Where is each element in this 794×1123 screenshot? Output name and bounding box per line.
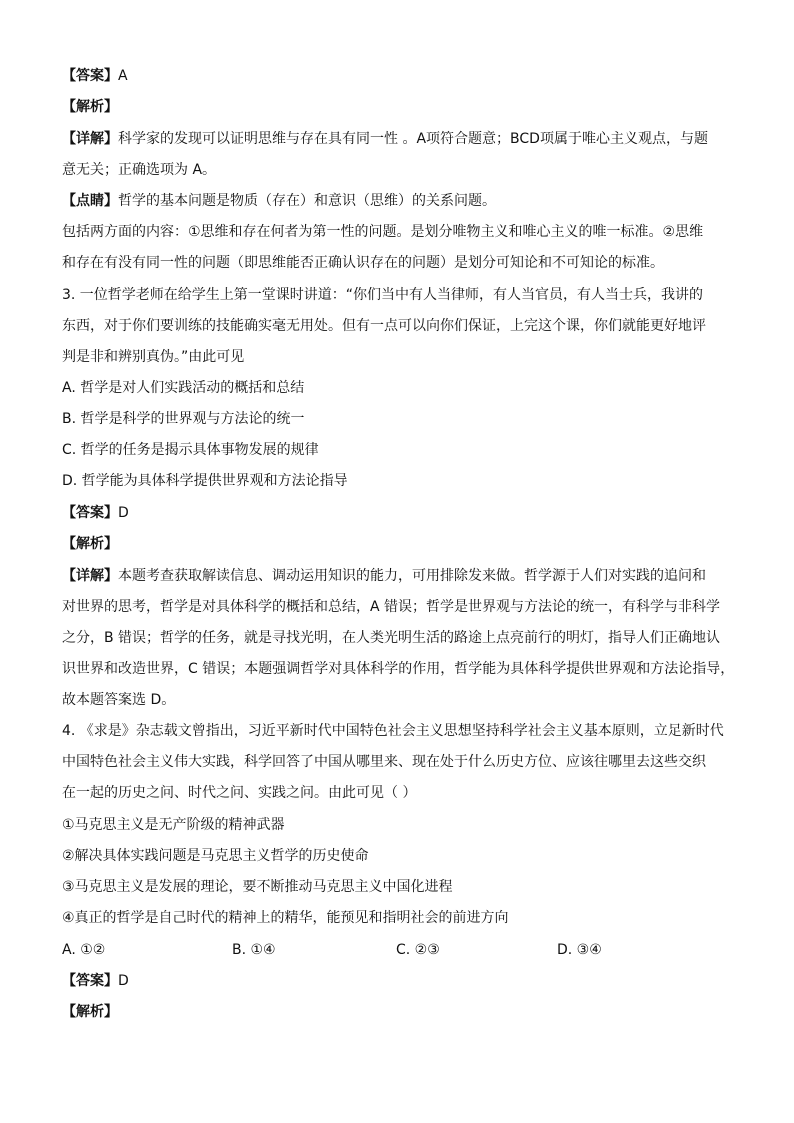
q3-stem-line-2: 东西，对于你们要训练的技能确实毫无用处。但有一点可以向你们保证，上完这个课，你们就能更好地评 <box>62 318 706 334</box>
q3-stem-line-1: 3. 一位哲学老师在给学生上第一堂课时讲道：“你们当中有人当律师，有人当官员，有人当士兵，我讲的 <box>62 287 704 303</box>
q3-stem-line-3: 判是非和辨别真伪。”由此可见 <box>62 349 245 365</box>
q3-analysis-tag: 【解析】 <box>62 536 118 552</box>
q3-detail-line-2: 对世界的思考，哲学是对具体科学的概括和总结，A 错误；哲学是世界观与方法论的统一，有科学与非科学 <box>62 599 721 615</box>
q3-answer-line: 【答案】D <box>62 505 129 521</box>
q4-statement-1: ①马克思主义是无产阶级的精神武器 <box>62 817 285 833</box>
q3-detail-line-5: 故本题答案选 D。 <box>62 692 176 708</box>
q4-option-a: A. ①② <box>62 942 106 958</box>
q4-stem-line-1: 4. 《求是》杂志载文曾指出，习近平新时代中国特色社会主义思想坚持科学社会主义基本原则，立足新时代 <box>62 723 724 739</box>
q2-key-line: 【点睛】哲学的基本问题是物质（存在）和意识（思维）的关系问题。 <box>62 193 496 209</box>
q4-statement-2: ②解决具体实践问题是马克思主义哲学的历史使命 <box>62 848 369 864</box>
q4-statement-3: ③马克思主义是发展的理论，要不断推动马克思主义中国化进程 <box>62 879 453 895</box>
answer-value: D <box>118 505 129 521</box>
q4-stem-line-2: 中国特色社会主义伟大实践，科学回答了中国从哪里来、现在处于什么历史方位、应该往哪里去这些交织 <box>62 754 706 770</box>
q2-extra-line-2: 和存在有没有同一性的问题（即思维能否正确认识存在的问题）是划分可知论和不可知论的标准。 <box>62 255 664 271</box>
q3-detail-line-1: 【详解】本题考查获取解读信息、调动运用知识的能力，可用排除发来做。哲学源于人们对实践的追问和 <box>62 568 706 584</box>
q4-option-b: B. ①④ <box>232 942 276 958</box>
q4-analysis-tag: 【解析】 <box>62 1004 118 1020</box>
q4-option-d: D. ③④ <box>557 942 602 958</box>
q2-extra-line-1: 包括两方面的内容：①思维和存在何者为第一性的问题。是划分唯物主义和唯心主义的唯一标准。②思维 <box>62 224 704 240</box>
q4-stem-line-3: 在一起的历史之问、时代之问、实践之问。由此可见（ ） <box>62 785 417 801</box>
q2-detail-line-1: 【详解】科学家的发现可以证明思维与存在具有同一性 。A项符合题意；BCD项属于唯心主义观点，与题 <box>62 131 708 147</box>
answer-tag: 【答案】 <box>62 68 118 84</box>
q3-option-b: B. 哲学是科学的世界观与方法论的统一 <box>62 411 305 427</box>
q4-statement-4: ④真正的哲学是自己时代的精神上的精华，能预见和指明社会的前进方向 <box>62 910 509 926</box>
q4-option-c: C. ②③ <box>396 942 440 958</box>
q3-option-d: D. 哲学能为具体科学提供世界观和方法论指导 <box>62 473 348 489</box>
q2-analysis-tag: 【解析】 <box>62 99 118 115</box>
q3-detail-line-3: 之分，B 错误；哲学的任务，就是寻找光明，在人类光明生活的路途上点亮前行的明灯，指导人们正确地认 <box>62 630 721 646</box>
q2-answer-line <box>62 66 128 86</box>
answer-value: A <box>118 68 128 84</box>
q3-option-a: A. 哲学是对人们实践活动的概括和总结 <box>62 380 305 396</box>
q4-answer-line: 【答案】D <box>62 973 129 989</box>
q3-detail-line-4: 识世界和改造世界，C 错误；本题强调哲学对具体科学的作用，哲学能为具体科学提供世界观和方法论指导， <box>62 661 735 677</box>
q2-detail-line-2: 意无关；正确选项为 A。 <box>62 162 217 178</box>
answer-value: D <box>118 973 129 989</box>
q3-option-c: C. 哲学的任务是揭示具体事物发展的规律 <box>62 442 319 458</box>
